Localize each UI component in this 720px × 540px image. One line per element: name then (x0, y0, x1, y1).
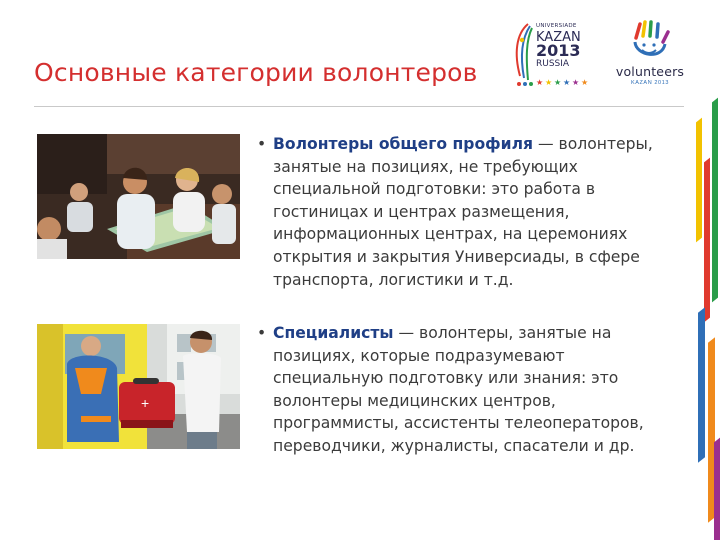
bullet-general-volunteers (257, 133, 672, 291)
bullet-description: — волонтеры, занятые на позициях, которые подразумевают специальную подготовку или знания: это волонтеры медицинских центров, программисты, ассистенты телеоператоров, переводчики, журналисты, спасатели и др. (273, 324, 644, 455)
hand-smile-icon (630, 20, 670, 62)
svg-text:★: ★ (572, 78, 580, 86)
photo-general-volunteers (37, 134, 240, 259)
universiade-city-label: KAZAN (536, 29, 581, 45)
bullet-text (257, 133, 672, 291)
volunteers-logo (612, 20, 688, 92)
universiade-logo (510, 20, 590, 88)
bullet-specialists (257, 322, 672, 458)
universiade-country-label: RUSSIA (536, 58, 570, 69)
universiade-small-label: UNIVERSIADE (536, 23, 577, 29)
bullet-text (257, 322, 672, 458)
bullet-term: Волонтеры общего профиля (273, 135, 533, 153)
slide-title: Основные категории волонтеров (34, 58, 478, 87)
svg-text:★: ★ (554, 78, 562, 86)
svg-text:+: + (141, 395, 150, 411)
svg-text:★: ★ (581, 78, 589, 86)
decorative-stripes (694, 80, 720, 540)
volunteers-wordmark: volunteers (615, 64, 685, 79)
bullet-description: — волонтеры, занятые на позициях, не требующих специальной подготовки: это работа в гостиницах и центрах размещения, информационных центрах, на церемониях открытия и закрытия Универсиады, в сфере транспорта, логистики и т.д. (273, 135, 653, 289)
bullet-marker: • (257, 324, 267, 342)
svg-text:★: ★ (536, 78, 544, 86)
volunteers-sub-label: KAZAN 2013 (630, 80, 670, 86)
bullet-marker: • (257, 135, 267, 153)
universiade-year-label: 2013 (536, 40, 581, 60)
bullet-term: Специалисты (273, 324, 394, 342)
photo-specialists (37, 324, 240, 449)
title-divider (34, 106, 684, 107)
universiade-stars-icon (536, 78, 592, 86)
svg-text:★: ★ (545, 78, 553, 86)
svg-text:★: ★ (563, 78, 571, 86)
